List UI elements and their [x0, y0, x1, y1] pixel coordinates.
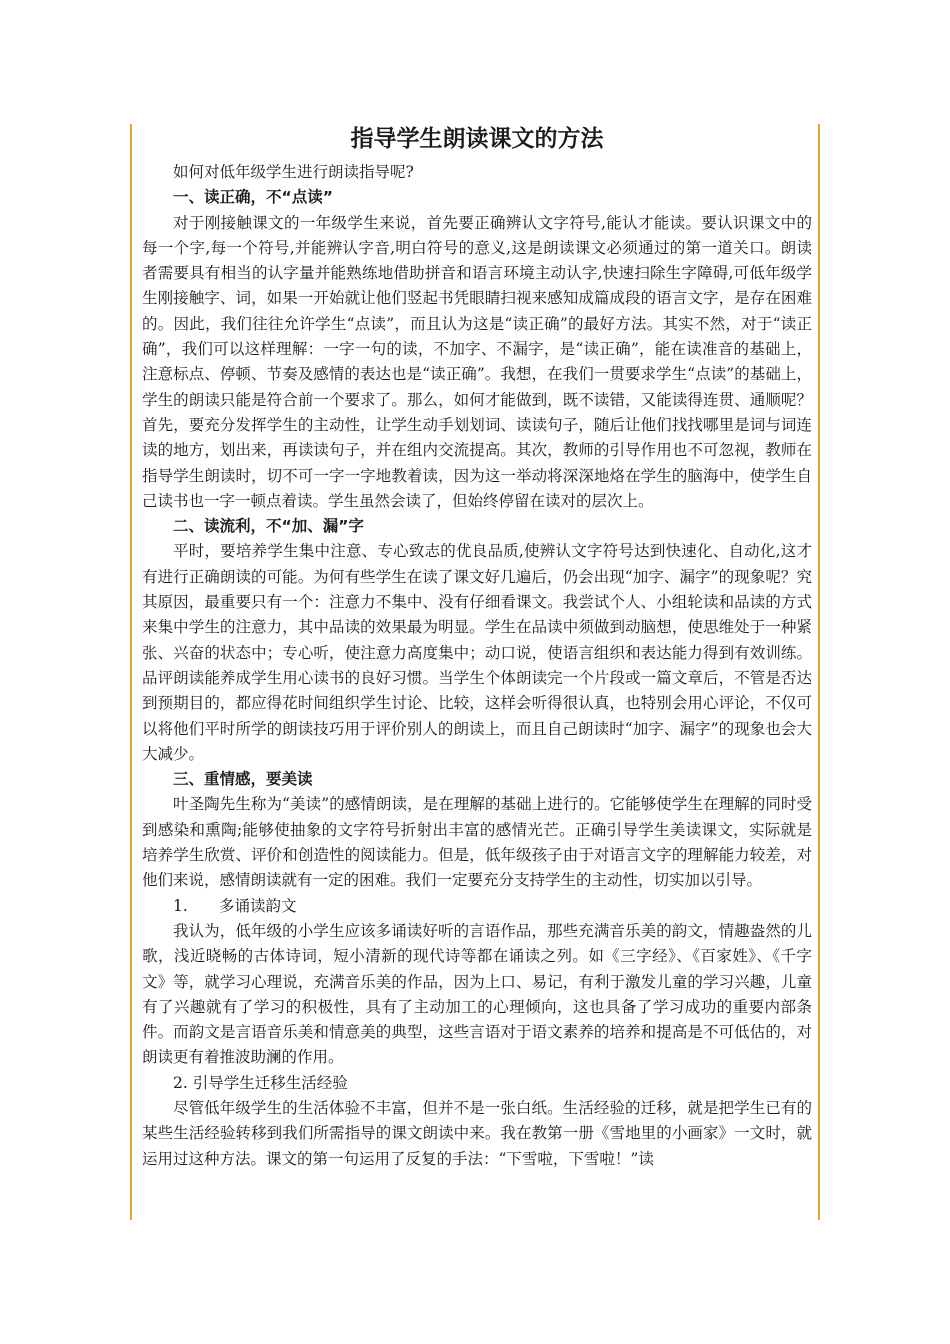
- intro-paragraph: 如何对低年级学生进行朗读指导呢?: [173, 163, 414, 181]
- subheading-1: [142, 894, 812, 919]
- section-heading-2: 二、读流利，不“加、漏”字: [173, 517, 364, 536]
- page-title: 指导学生朗读课文的方法: [350, 126, 604, 152]
- section-body-1: 对于刚接触课文的一年级学生来说，首先要正确辨认文字符号,能认才能读。要认识课文中的每一个字,每一个符号,并能辨认字音,明白符号的意义,这是朗读课文必须通过的第一道关口。朗读者需要具有相当的认字量并能熟练地借助拼音和语言环境主动认字,快速扫除生字障碍,可低年级学生刚接触字、词，如果一开始就让他们竖起书凭眼睛扫视来感知成篇成段的语言文字，是存在困难的。因此，我们往往允许学生“点读”，而且认为这是“读正确”的最好方法。其实不然，对于“读正确”，我们可以这样理解：一字一句的读，不加字、不漏字，是“读正确”，能在读准音的基础上，注意标点、停顿、节奏及感情的表达也是“读正确”。我想，在我们一贯要求学生“点读”的基础上，学生的朗读只能是符合前一个要求了。那么，如何才能做到，既不读错，又能读得连贯、通顺呢？首先，要充分发挥学生的主动性，让学生动手划划词、读读句子，随后让他们找找哪里是词与词连读的地方，划出来，再读读句子，并在组内交流提高。其次，教师的引导作用也不可忽视，教师在指导学生朗读时，切不可一字一字地教着读，因为这一举动将深深地烙在学生的脑海中，使学生自己读书也一字一顿点着读。学生虽然会读了，但始终停留在读对的层次上。: [142, 213, 812, 510]
- document-body: [142, 122, 812, 1172]
- subheading-label: 引导学生迁移生活经验: [192, 1073, 348, 1092]
- subsection-body-1: 我认为，低年级的小学生应该多诵读好听的言语作品，那些充满音乐美的韵文，情趣盎然的儿歌，浅近晓畅的古体诗词，短小清新的现代诗等都在诵读之列。如《三字经》、《百家姓》、《千字文》等，就学习心理说，充满音乐美的作品，因为上口、易记，有利于激发儿童的学习兴趣，儿童有了兴趣就有了学习的积极性，具有了主动加工的心理倾向，这也具备了学习成功的重要内部条件。而韵文是言语音乐美和情意美的典型，这些言语对于语文素养的培养和提高是不可低估的，对朗读更有着推波助澜的作用。: [142, 921, 812, 1067]
- section-body-3: 叶圣陶先生称为“美读”的感情朗读，是在理解的基础上进行的。它能够使学生在理解的同时受到感染和熏陶;能够使抽象的文字符号折射出丰富的感情光芒。正确引导学生美读课文，实际就是培养学生欣赏、评价和创造性的阅读能力。但是，低年级孩子由于对语言文字的理解能力较差，对他们来说，感情朗读就有一定的困难。我们一定要充分支持学生的主动性，切实加以引导。: [142, 795, 812, 890]
- subsection-body-2: 尽管低年级学生的生活体验不丰富，但并不是一张白纸。生活经验的迁移，就是把学生已有的某些生活经验转移到我们所需指导的课文朗读中来。我在教第一册《雪地里的小画家》一文时，就运用过这种方法。课文的第一句运用了反复的手法：“下雪啦，下雪啦！”读: [142, 1098, 812, 1168]
- section-heading-1: 一、读正确，不“点读”: [173, 188, 333, 207]
- right-margin-rule: [818, 124, 820, 1220]
- subheading-number: 2.: [173, 1073, 188, 1092]
- subheading-label: 多诵读韵文: [219, 896, 297, 915]
- subheading-2: [142, 1071, 812, 1096]
- section-body-2: 平时，要培养学生集中注意、专心致志的优良品质,使辨认文字符号达到快速化、自动化,这才有进行正确朗读的可能。为何有些学生在读了课文好几遍后，仍会出现“加字、漏字”的现象呢？究其原因，最重要只有一个：注意力不集中、没有仔细看课文。我尝试个人、小组轮读和品读的方式来集中学生的注意力，其中品读的效果最为明显。学生在品读中须做到动脑想，使思维处于一种紧张、兴奋的状态中；专心听，使注意力高度集中；动口说，使语言组织和表达能力得到有效训练。品评朗读能养成学生用心读书的良好习惯。当学生个体朗读完一个片段或一篇文章后，不管是否达到预期目的，都应得花时间组织学生讨论、比较，这样会听得很认真，也特别会用心评论，不仅可以将他们平时所学的朗读技巧用于评价别人的朗读上，而且自己朗读时“加字、漏字”的现象也会大大减少。: [142, 542, 812, 763]
- subheading-number: 1.: [173, 896, 188, 915]
- left-margin-rule: [130, 124, 132, 1220]
- section-heading-3: 三、重情感，要美读: [173, 770, 313, 789]
